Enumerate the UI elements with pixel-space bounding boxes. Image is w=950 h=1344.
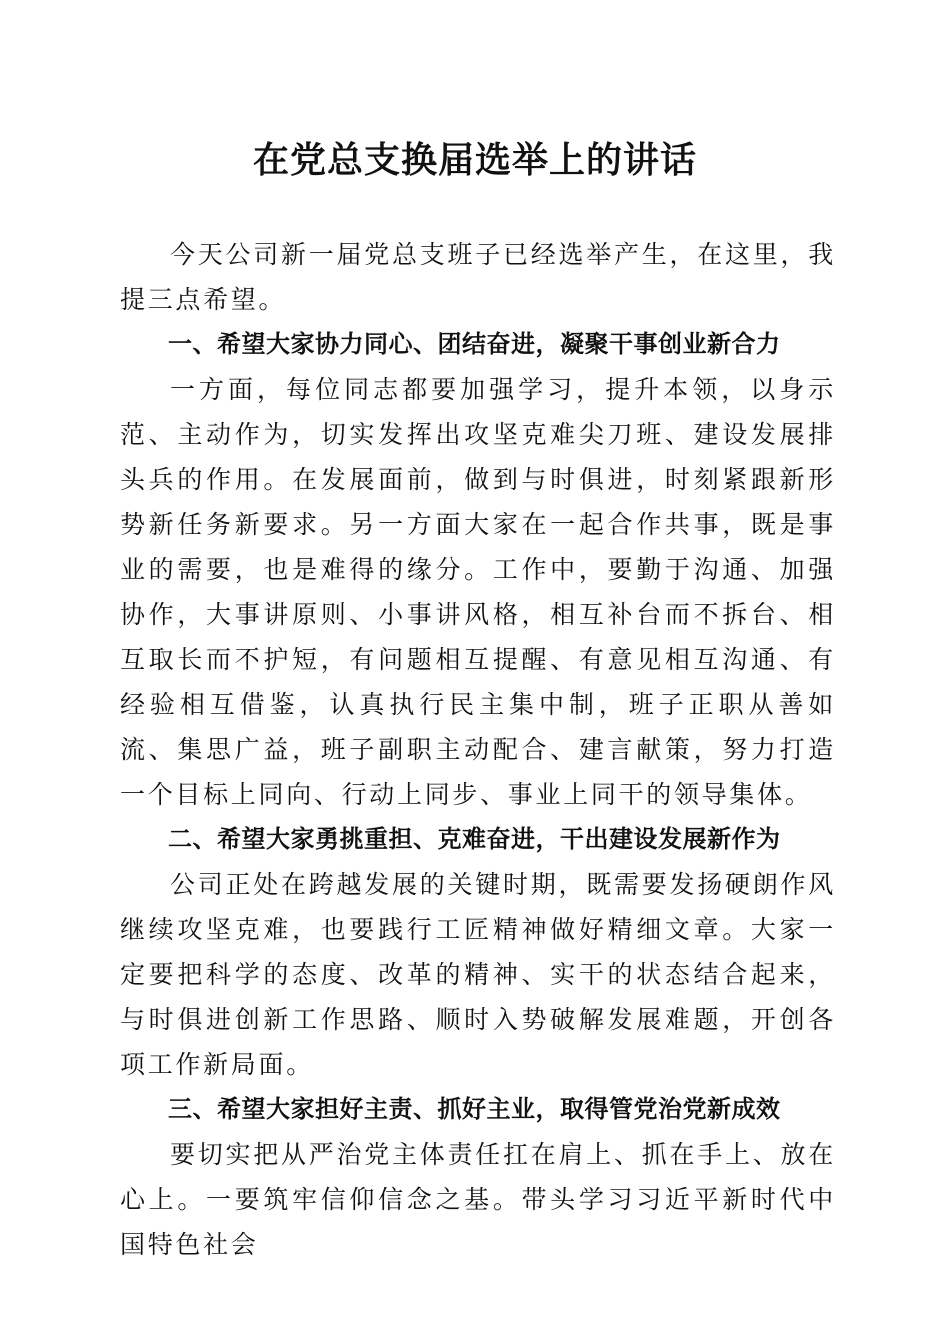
section-3-heading: 三、希望大家担好主责、抓好主业，取得管党治党新成效: [168, 1095, 781, 1123]
section-2-paragraph: 公司正处在跨越发展的关键时期，既需要发扬硬朗作风继续攻坚克难，也要践行工匠精神做好精细文章。大家一定要把科学的态度、改革的精神、实干的状态结合起来，与时俱进创新工作思路、顺时入势破解发展难题，开创各项工作新局面。: [120, 870, 836, 1079]
document-body: [120, 232, 836, 1267]
document-title: 在党总支换届选举上的讲话: [252, 139, 697, 181]
intro-paragraph: 今天公司新一届党总支班子已经选举产生，在这里，我提三点希望。: [120, 240, 836, 314]
section-1-heading: 一、希望大家协力同心、团结奋进，凝聚干事创业新合力: [168, 330, 781, 358]
section-2-heading: 二、希望大家勇挑重担、克难奋进，干出建设发展新作为: [168, 825, 781, 853]
section-3-paragraph: 要切实把从严治党主体责任扛在肩上、抓在手上、放在心上。一要筑牢信仰信念之基。带头学习习近平新时代中国特色社会: [120, 1140, 836, 1259]
section-1-paragraph: 一方面，每位同志都要加强学习，提升本领，以身示范、主动作为，切实发挥出攻坚克难尖刀班、建设发展排头兵的作用。在发展面前，做到与时俱进，时刻紧跟新形势新任务新要求。另一方面大家在一起合作共事，既是事业的需要，也是难得的缘分。工作中，要勤于沟通、加强协作，大事讲原则、小事讲风格，相互补台而不拆台、相互取长而不护短，有问题相互提醒、有意见相互沟通、有经验相互借鉴，认真执行民主集中制，班子正职从善如流、集思广益，班子副职主动配合、建言献策，努力打造一个目标上同向、行动上同步、事业上同干的领导集体。: [120, 375, 836, 809]
